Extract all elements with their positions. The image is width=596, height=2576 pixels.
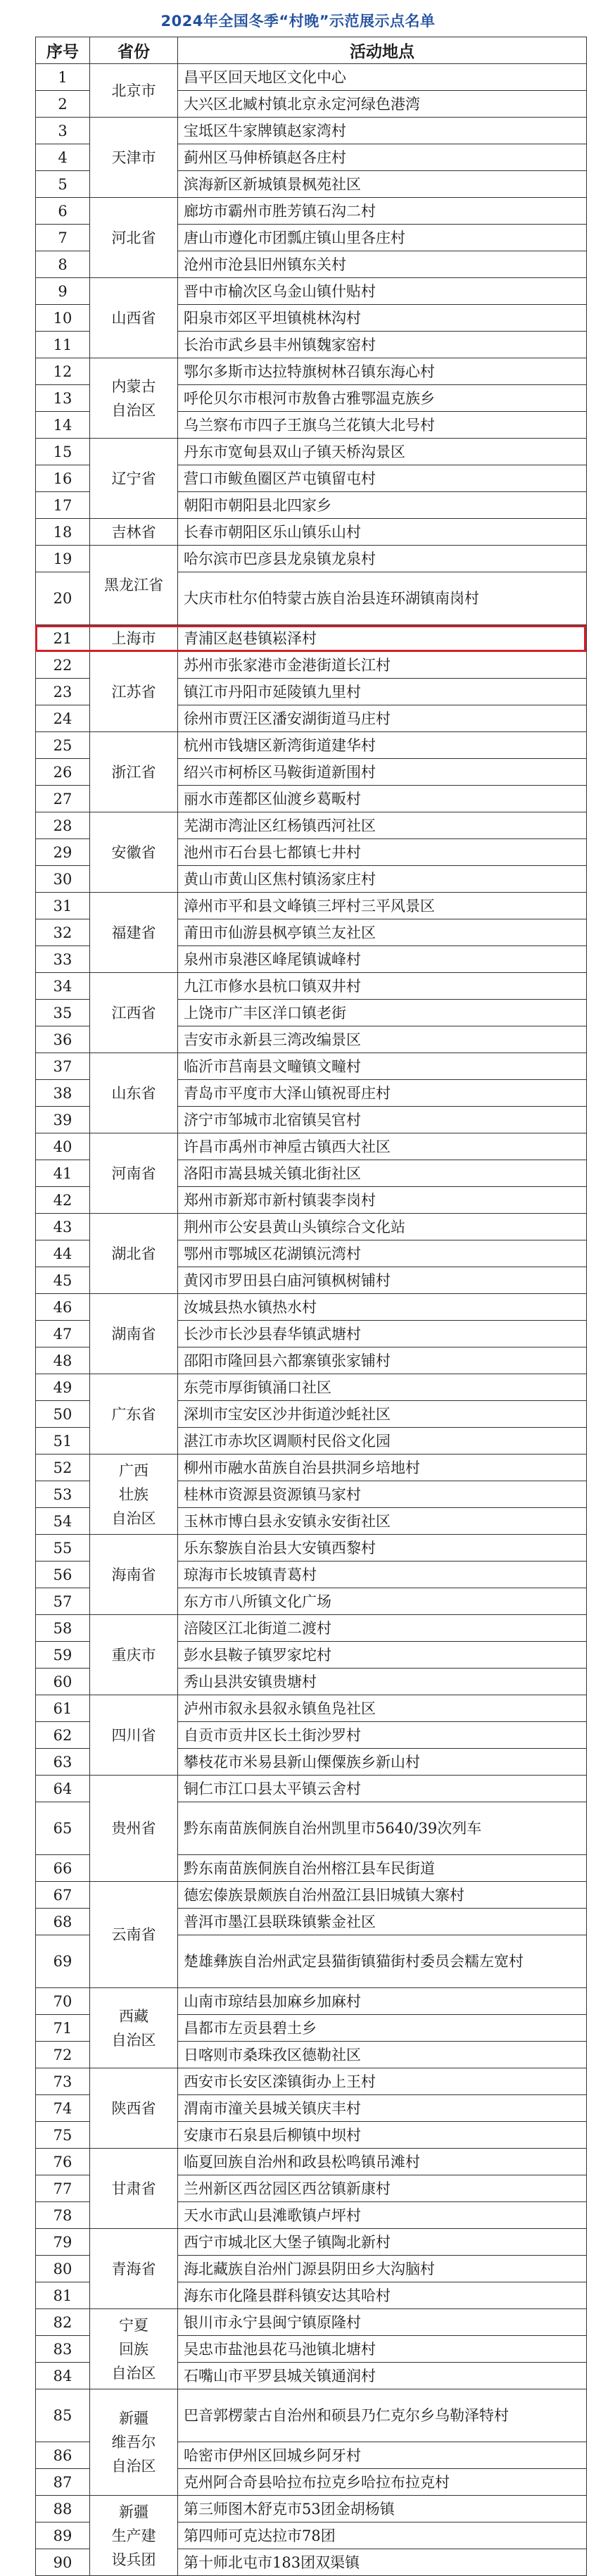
location-cell: 蓟州区马伸桥镇赵各庄村 [178,144,587,171]
table-body [36,64,587,2576]
location-cell: 柳州市融水苗族自治县拱洞乡培地村 [178,1455,587,1481]
row-number: 22 [36,652,90,679]
row-number: 48 [36,1347,90,1374]
location-cell: 鄂州市鄂城区花湖镇沅湾村 [178,1240,587,1267]
location-cell: 荆州市公安县黄山头镇综合文化站 [178,1214,587,1240]
row-number: 51 [36,1428,90,1455]
location-cell: 第三师图木舒克市53团金胡杨镇 [178,2496,587,2522]
row-number: 31 [36,893,90,919]
row-number: 66 [36,1855,90,1882]
row-number: 87 [36,2469,90,2496]
table-row [36,2496,587,2522]
table-row [36,519,587,546]
location-cell: 营口市鲅鱼圈区芦屯镇留屯村 [178,465,587,492]
row-number: 73 [36,2068,90,2095]
province-cell: 山西省 [90,278,178,358]
header-location: 活动地点 [178,37,587,64]
location-cell: 徐州市贾汪区潘安湖街道马庄村 [178,705,587,732]
row-number: 34 [36,973,90,1000]
location-cell: 上饶市广丰区洋口镇老街 [178,1000,587,1026]
row-number: 37 [36,1053,90,1080]
row-number: 12 [36,358,90,385]
row-number: 52 [36,1455,90,1481]
header-province: 省份 [90,37,178,64]
location-cell: 深圳市宝安区沙井街道沙蚝社区 [178,1401,587,1428]
row-number: 53 [36,1481,90,1508]
location-cell: 阳泉市郊区平坦镇桃林沟村 [178,305,587,332]
row-number: 16 [36,465,90,492]
row-number: 79 [36,2229,90,2256]
province-cell: 天津市 [90,118,178,198]
location-cell: 哈密市伊州区回城乡阿牙村 [178,2442,587,2469]
location-cell: 黔东南苗族侗族自治州凯里市5640/39次列车 [178,1802,587,1855]
row-number: 38 [36,1080,90,1107]
location-cell: 廊坊市霸州市胜芳镇石沟二村 [178,198,587,225]
row-number: 58 [36,1615,90,1642]
province-cell: 湖南省 [90,1294,178,1374]
location-cell: 芜湖市湾沚区红杨镇西河社区 [178,812,587,839]
row-number: 3 [36,118,90,144]
location-cell: 泉州市泉港区峰尾镇诚峰村 [178,946,587,973]
row-number: 60 [36,1669,90,1695]
row-number: 11 [36,332,90,358]
row-number: 18 [36,519,90,546]
row-number: 45 [36,1267,90,1294]
province-cell: 浙江省 [90,732,178,812]
location-cell: 普洱市墨江县联珠镇紫金社区 [178,1909,587,1935]
location-cell: 西安市长安区滦镇街办上王村 [178,2068,587,2095]
location-cell: 海北藏族自治州门源县阴田乡大沟脑村 [178,2256,587,2282]
location-cell: 漳州市平和县文峰镇三坪村三平风景区 [178,893,587,919]
table-row [36,1053,587,1080]
row-number: 50 [36,1401,90,1428]
row-number: 19 [36,546,90,572]
table-row [36,973,587,1000]
row-number: 69 [36,1935,90,1988]
table-row [36,2389,587,2442]
province-cell: 吉林省 [90,519,178,546]
province-cell: 海南省 [90,1535,178,1615]
table-row [36,1615,587,1642]
location-cell: 呼伦贝尔市根河市敖鲁古雅鄂温克族乡 [178,385,587,412]
table-row [36,2309,587,2336]
row-number: 23 [36,679,90,705]
location-cell: 桂林市资源县资源镇马家村 [178,1481,587,1508]
province-cell: 陕西省 [90,2068,178,2149]
table-row [36,64,587,91]
table-row [36,278,587,305]
province-cell: 西藏 自治区 [90,1988,178,2068]
row-number: 78 [36,2202,90,2229]
row-number: 55 [36,1535,90,1562]
province-cell: 河北省 [90,198,178,278]
location-cell: 昌都市左贡县碧土乡 [178,2015,587,2042]
location-cell: 九江市修水县杭口镇双井村 [178,973,587,1000]
province-cell: 山东省 [90,1053,178,1133]
province-cell: 贵州省 [90,1776,178,1882]
row-number: 8 [36,251,90,278]
row-number: 26 [36,759,90,786]
row-number: 90 [36,2549,90,2576]
row-number: 29 [36,839,90,866]
location-cell: 天水市武山县滩歌镇卢坪村 [178,2202,587,2229]
province-cell: 甘肃省 [90,2149,178,2229]
location-cell: 临沂市莒南县文疃镇文疃村 [178,1053,587,1080]
location-cell: 兰州新区西岔园区西岔镇新康村 [178,2175,587,2202]
location-cell: 临夏回族自治州和政县松鸣镇吊滩村 [178,2149,587,2175]
location-cell: 许昌市禹州市神垕古镇西大社区 [178,1133,587,1160]
location-cell: 黄冈市罗田县白庙河镇枫树铺村 [178,1267,587,1294]
location-cell: 长治市武乡县丰州镇魏家窑村 [178,332,587,358]
location-cell: 石嘴山市平罗县城关镇通润村 [178,2363,587,2389]
row-number: 75 [36,2122,90,2149]
province-cell: 广西 壮族 自治区 [90,1455,178,1535]
province-cell: 新疆 维吾尔 自治区 [90,2389,178,2496]
row-number: 80 [36,2256,90,2282]
province-cell: 北京市 [90,64,178,118]
location-cell: 山南市琼结县加麻乡加麻村 [178,1988,587,2015]
location-cell: 长沙市长沙县春华镇武塘村 [178,1321,587,1347]
location-cell: 郑州市新郑市新村镇裴李岗村 [178,1187,587,1214]
row-number: 9 [36,278,90,305]
table-header-row [36,37,587,64]
row-number: 44 [36,1240,90,1267]
location-cell: 渭南市潼关县城关镇庆丰村 [178,2095,587,2122]
row-number: 40 [36,1133,90,1160]
location-cell: 池州市石台县七都镇七井村 [178,839,587,866]
location-cell: 西宁市城北区大堡子镇陶北新村 [178,2229,587,2256]
row-number: 84 [36,2363,90,2389]
row-number: 27 [36,786,90,812]
location-cell: 鄂尔多斯市达拉特旗树林召镇东海心村 [178,358,587,385]
location-cell: 唐山市遵化市团瓢庄镇山里各庄村 [178,225,587,251]
province-cell: 新疆 生产建 设兵团 [90,2496,178,2576]
location-cell: 东莞市厚街镇涌口社区 [178,1374,587,1401]
row-number: 41 [36,1160,90,1187]
table-row [36,546,587,572]
table-row [36,1988,587,2015]
row-number: 64 [36,1776,90,1802]
table-row [36,439,587,465]
row-number: 71 [36,2015,90,2042]
location-cell: 青岛市平度市大泽山镇祝哥庄村 [178,1080,587,1107]
location-cell: 吉安市永新县三湾改编景区 [178,1026,587,1053]
row-number: 83 [36,2336,90,2363]
row-number: 36 [36,1026,90,1053]
row-number: 5 [36,171,90,198]
row-number: 54 [36,1508,90,1535]
location-cell: 沧州市沧县旧州镇东关村 [178,251,587,278]
table-row [36,2068,587,2095]
row-number: 74 [36,2095,90,2122]
table-row [36,812,587,839]
row-number: 17 [36,492,90,519]
province-cell: 黑龙江省 [90,546,178,625]
table-row [36,2229,587,2256]
row-number: 57 [36,1588,90,1615]
table-row [36,1374,587,1401]
table-row [36,358,587,385]
location-cell: 丽水市莲都区仙渡乡葛畈村 [178,786,587,812]
row-number: 47 [36,1321,90,1347]
location-cell: 汝城县热水镇热水村 [178,1294,587,1321]
row-number: 32 [36,919,90,946]
location-cell: 济宁市邹城市北宿镇吴官村 [178,1107,587,1133]
province-cell: 内蒙古 自治区 [90,358,178,439]
row-number: 59 [36,1642,90,1669]
row-number: 28 [36,812,90,839]
row-number: 6 [36,198,90,225]
table-row [36,1214,587,1240]
location-cell: 大庆市杜尔伯特蒙古族自治县连环湖镇南岗村 [178,572,587,625]
location-cell: 克州阿合奇县哈拉布拉克乡哈拉布拉克村 [178,2469,587,2496]
table-row [36,1882,587,1909]
province-cell: 广东省 [90,1374,178,1455]
location-cell: 晋中市榆次区乌金山镇什贴村 [178,278,587,305]
table-row [36,1695,587,1722]
row-number: 4 [36,144,90,171]
row-number: 65 [36,1802,90,1855]
location-cell: 第四师可克达拉市78团 [178,2522,587,2549]
row-number: 21 [36,625,90,652]
location-cell: 青浦区赵巷镇崧泽村 [178,625,587,652]
province-cell: 重庆市 [90,1615,178,1695]
location-cell: 吴忠市盐池县花马池镇北塘村 [178,2336,587,2363]
location-cell: 涪陵区江北街道二渡村 [178,1615,587,1642]
location-cell: 德宏傣族景颇族自治州盈江县旧城镇大寨村 [178,1882,587,1909]
row-number: 68 [36,1909,90,1935]
location-cell: 洛阳市嵩县城关镇北街社区 [178,1160,587,1187]
table-row [36,893,587,919]
location-cell: 玉林市博白县永安镇永安街社区 [178,1508,587,1535]
row-number: 88 [36,2496,90,2522]
location-cell: 安康市石泉县后柳镇中坝村 [178,2122,587,2149]
row-number: 7 [36,225,90,251]
demo-sites-table [35,37,587,2576]
location-cell: 海东市化隆县群科镇安达其哈村 [178,2282,587,2309]
row-number: 62 [36,1722,90,1749]
location-cell: 长春市朝阳区乐山镇乐山村 [178,519,587,546]
table-row [36,2149,587,2175]
province-cell: 湖北省 [90,1214,178,1294]
location-cell: 自贡市贡井区长土街沙罗村 [178,1722,587,1749]
location-cell: 苏州市张家港市金港街道长江村 [178,652,587,679]
province-cell: 上海市 [90,625,178,652]
province-cell: 安徽省 [90,812,178,893]
province-cell: 云南省 [90,1882,178,1988]
row-number: 15 [36,439,90,465]
row-number: 30 [36,866,90,893]
table-row [36,1455,587,1481]
row-number: 56 [36,1562,90,1588]
location-cell: 杭州市钱塘区新湾街道建华村 [178,732,587,759]
row-number: 46 [36,1294,90,1321]
row-number: 81 [36,2282,90,2309]
row-number: 49 [36,1374,90,1401]
province-cell: 河南省 [90,1133,178,1214]
location-cell: 大兴区北臧村镇北京永定河绿色港湾 [178,91,587,118]
table-row [36,198,587,225]
row-number: 77 [36,2175,90,2202]
row-number: 2 [36,91,90,118]
province-cell: 福建省 [90,893,178,973]
location-cell: 黄山市黄山区焦村镇汤家庄村 [178,866,587,893]
location-cell: 巴音郭楞蒙古自治州和硕县乃仁克尔乡乌勒泽特村 [178,2389,587,2442]
row-number: 25 [36,732,90,759]
page-title: 2024年全国冬季“村晚”示范展示点名单 [160,13,436,30]
table-row [36,652,587,679]
province-cell: 四川省 [90,1695,178,1776]
location-cell: 丹东市宽甸县双山子镇天桥沟景区 [178,439,587,465]
row-number: 42 [36,1187,90,1214]
location-cell: 铜仁市江口县太平镇云舍村 [178,1776,587,1802]
row-number: 14 [36,412,90,439]
province-cell: 辽宁省 [90,439,178,519]
location-cell: 泸州市叙永县叙永镇鱼凫社区 [178,1695,587,1722]
row-number: 85 [36,2389,90,2442]
row-number: 1 [36,64,90,91]
province-cell: 青海省 [90,2229,178,2309]
table-row [36,732,587,759]
location-cell: 黔东南苗族侗族自治州榕江县车民街道 [178,1855,587,1882]
location-cell: 第十师北屯市183团双渠镇 [178,2549,587,2576]
location-cell: 哈尔滨市巴彦县龙泉镇龙泉村 [178,546,587,572]
row-number: 82 [36,2309,90,2336]
table-row [36,1776,587,1802]
province-cell: 宁夏 回族 自治区 [90,2309,178,2389]
location-cell: 乐东黎族自治县大安镇西黎村 [178,1535,587,1562]
location-cell: 莆田市仙游县枫亭镇兰友社区 [178,919,587,946]
location-cell: 彭水县鞍子镇罗家坨村 [178,1642,587,1669]
row-number: 35 [36,1000,90,1026]
location-cell: 攀枝花市米易县新山傈僳族乡新山村 [178,1749,587,1776]
row-number: 33 [36,946,90,973]
location-cell: 湛江市赤坎区调顺村民俗文化园 [178,1428,587,1455]
location-cell: 滨海新区新城镇景枫苑社区 [178,171,587,198]
location-cell: 宝坻区牛家牌镇赵家湾村 [178,118,587,144]
location-cell: 楚雄彝族自治州武定县猫街镇猫街村委员会糯左宽村 [178,1935,587,1988]
location-cell: 秀山县洪安镇贵塘村 [178,1669,587,1695]
table-row [36,118,587,144]
row-number: 63 [36,1749,90,1776]
row-number: 67 [36,1882,90,1909]
location-cell: 昌平区回天地区文化中心 [178,64,587,91]
location-cell: 朝阳市朝阳县北四家乡 [178,492,587,519]
table-row [36,1133,587,1160]
header-no: 序号 [36,37,90,64]
location-cell: 乌兰察布市四子王旗乌兰花镇大北号村 [178,412,587,439]
row-number: 61 [36,1695,90,1722]
row-number: 76 [36,2149,90,2175]
row-number: 39 [36,1107,90,1133]
row-number: 43 [36,1214,90,1240]
row-number: 20 [36,572,90,625]
location-cell: 绍兴市柯桥区马鞍街道新围村 [178,759,587,786]
table-row [36,625,587,652]
row-number: 89 [36,2522,90,2549]
row-number: 86 [36,2442,90,2469]
province-cell: 江西省 [90,973,178,1053]
row-number: 70 [36,1988,90,2015]
location-cell: 日喀则市桑珠孜区德勒社区 [178,2042,587,2068]
table-row [36,1535,587,1562]
location-cell: 银川市永宁县闽宁镇原隆村 [178,2309,587,2336]
table-row [36,1294,587,1321]
row-number: 13 [36,385,90,412]
location-cell: 琼海市长坡镇青葛村 [178,1562,587,1588]
province-cell: 江苏省 [90,652,178,732]
row-number: 24 [36,705,90,732]
row-number: 10 [36,305,90,332]
location-cell: 镇江市丹阳市延陵镇九里村 [178,679,587,705]
location-cell: 东方市八所镇文化广场 [178,1588,587,1615]
location-cell: 邵阳市隆回县六都寨镇张家铺村 [178,1347,587,1374]
row-number: 72 [36,2042,90,2068]
